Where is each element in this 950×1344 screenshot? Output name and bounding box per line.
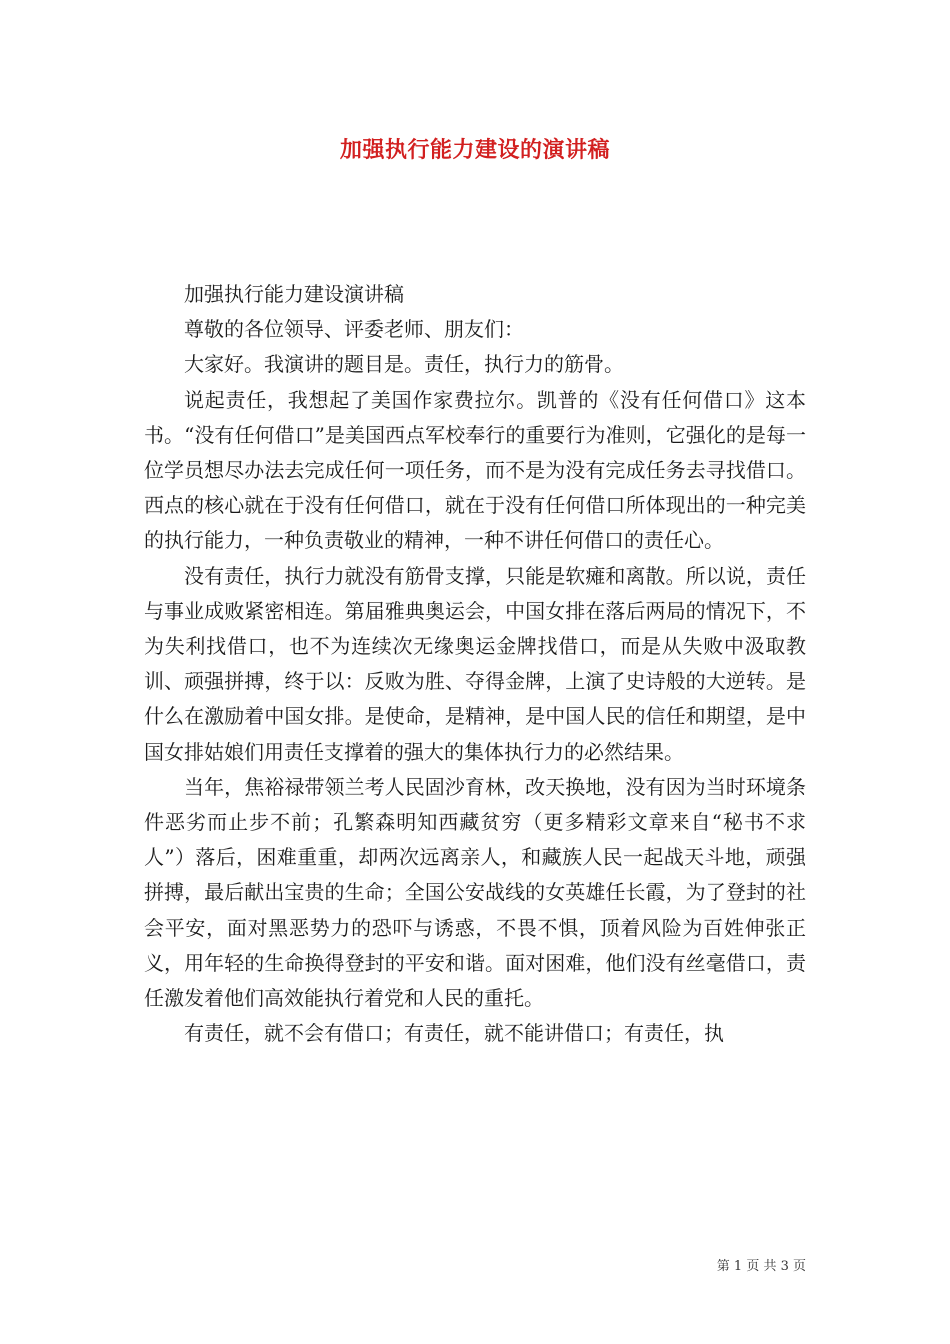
paragraph-body-3: 当年，焦裕禄带领兰考人民固沙育林，改天换地，没有因为当时环境条件恶劣而止步不前；孔繁森明知西藏贫穷（更多精彩文章来自“秘书不求人”）落后，困难重重，却两次远离亲人，和藏族人民一起战天斗地，顽强拼搏，最后献出宝贵的生命；全国公安战线的女英雄任长霞，为了登封的社会平安，面对黑恶势力的恐吓与诱惑，不畏不惧，顶着风险为百姓伸张正义，用年轻的生命换得登封的平安和谐。面对困难，他们没有丝毫借口，责任激发着他们高效能执行着党和人民的重托。 xyxy=(144,774,806,1011)
paragraph-body-2: 没有责任，执行力就没有筋骨支撑，只能是软瘫和离散。所以说，责任与事业成败紧密相连。第届雅典奥运会，中国女排在落后两局的情况下，不为失利找借口，也不为连续次无缘奥运金牌找借口，而是从失败中汲取教训、顽强拼搏，终于以：反败为胜、夺得金牌，上演了史诗般的大逆转。是什么在激励着中国女排。是使命，是精神，是中国人民的信任和期望，是中国女排姑娘们用责任支撑着的强大的集体执行力的必然结果。 xyxy=(144,563,806,764)
paragraph-body-4: 有责任，就不会有借口；有责任，就不能讲借口；有责任，执 xyxy=(184,1021,724,1046)
paragraph-salutation: 尊敬的各位领导、评委老师、朋友们： xyxy=(184,317,524,342)
paragraph-body-1: 说起责任，我想起了美国作家费拉尔。凯普的《没有任何借口》这本书。“没有任何借口”是美国西点军校奉行的重要行为准则，它强化的是每一位学员想尽办法去完成任何一项任务，而不是为没有完成任务去寻找借口。西点的核心就在于没有任何借口，就在于没有任何借口所体现出的一种完美的执行能力，一种负责敬业的精神，一种不讲任何借口的责任心。 xyxy=(144,387,806,553)
paragraph-greeting: 大家好。我演讲的题目是。责任，执行力的筋骨。 xyxy=(184,352,624,377)
document-body xyxy=(144,277,806,1051)
paragraph-subtitle: 加强执行能力建设演讲稿 xyxy=(184,282,404,306)
page-number-footer: 第 1 页 共 3 页 xyxy=(716,1259,806,1274)
document-title: 加强执行能力建设的演讲稿 xyxy=(339,137,610,163)
